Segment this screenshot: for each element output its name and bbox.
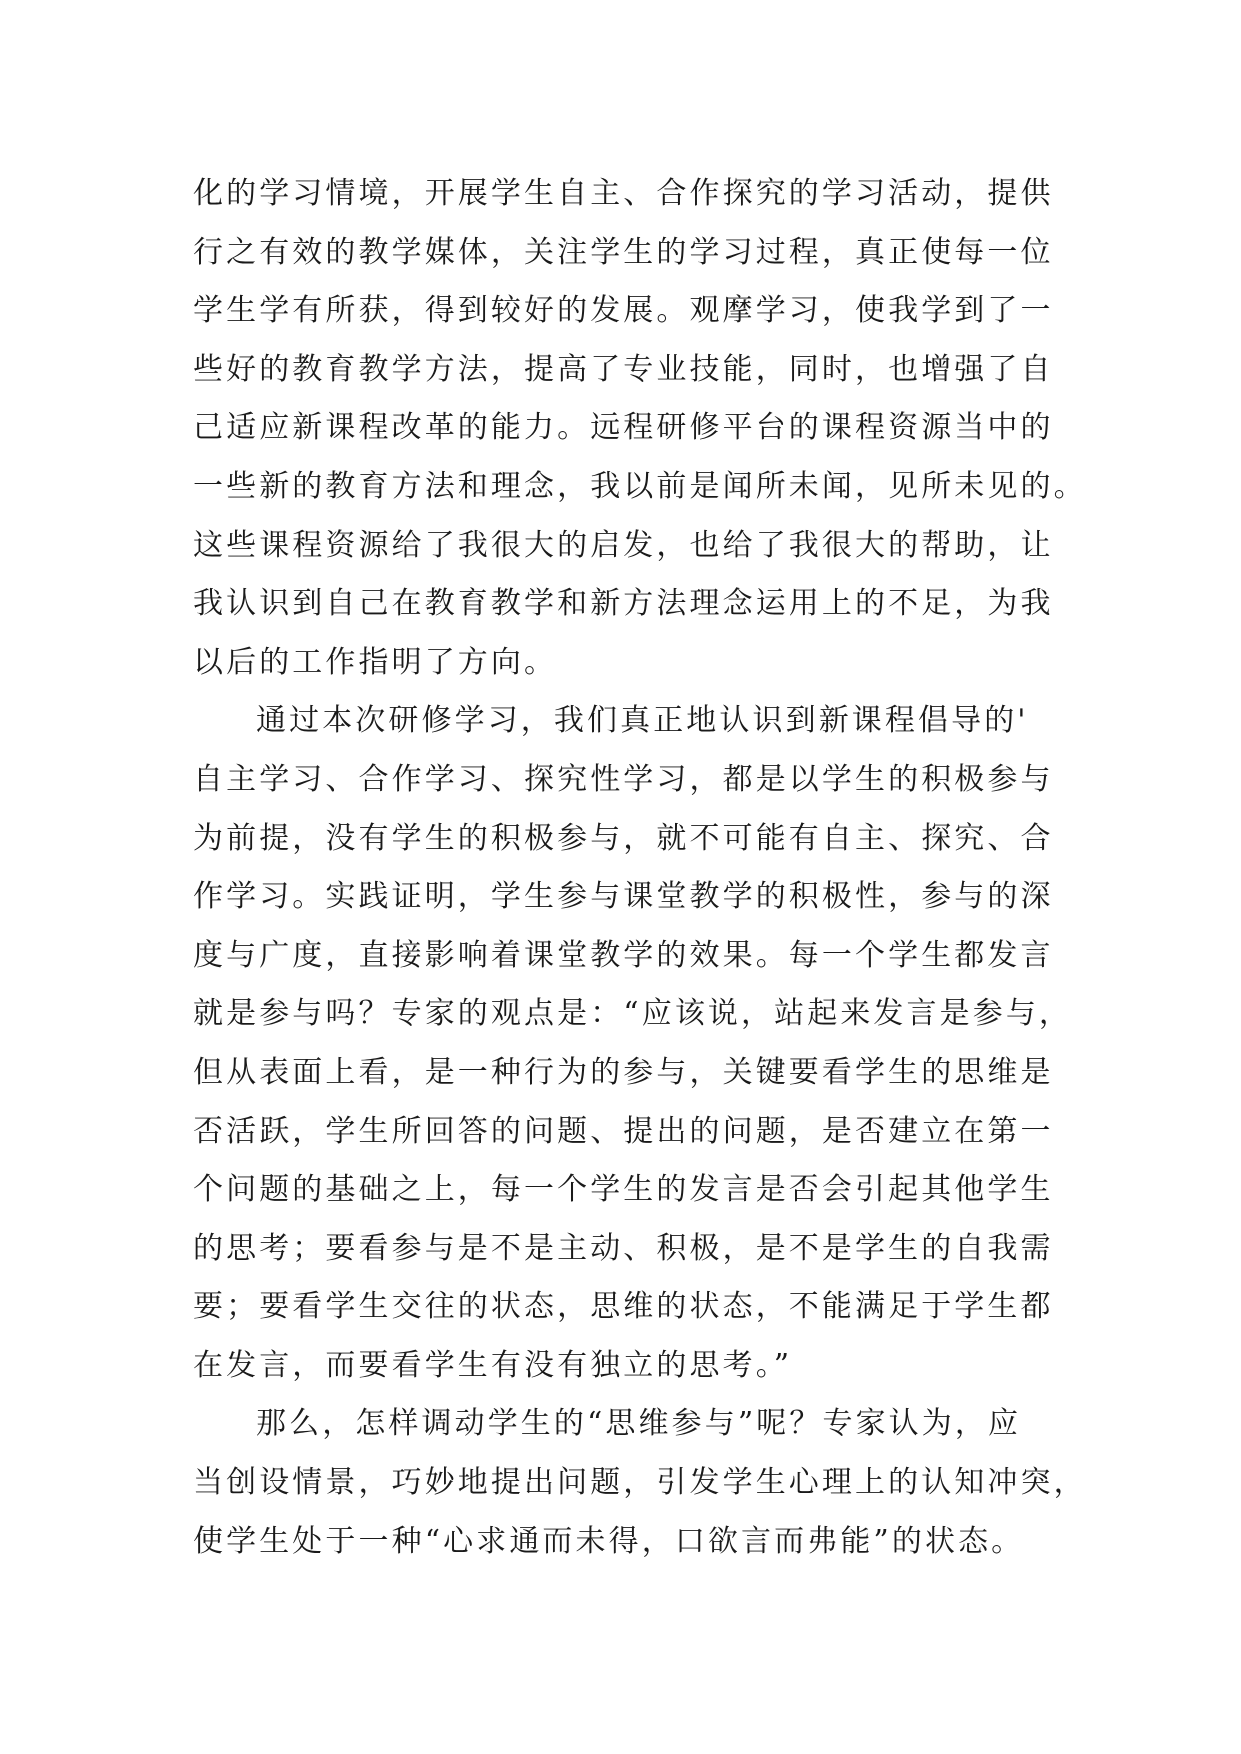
text-line-indented: 通过本次研修学习，我们真正地认识到新课程倡导的': [256, 703, 1029, 739]
text-line-indented: 那么，怎样调动学生的“思维参与”呢？专家认为，应: [256, 1406, 1022, 1442]
text-line: 度与广度，直接影响着课堂教学的效果。每一个学生都发言: [193, 937, 1054, 973]
text-line: 学生学有所获，得到较好的发展。观摩学习，使我学到了一: [193, 293, 1054, 329]
text-line: 当创设情景，巧妙地提出问题，引发学生心理上的认知冲突，: [193, 1465, 1087, 1501]
text-line: 使学生处于一种“心求通而未得，口欲言而弗能”的状态。: [193, 1523, 1025, 1559]
text-line: 以后的工作指明了方向。: [193, 644, 558, 680]
text-line: 些好的教育教学方法，提高了专业技能，同时，也增强了自: [193, 351, 1054, 387]
text-line: 自主学习、合作学习、探究性学习，都是以学生的积极参与: [193, 761, 1054, 797]
paragraph-3: [193, 1395, 1087, 1571]
text-line: 要；要看学生交往的状态，思维的状态，不能满足于学生都: [193, 1289, 1054, 1325]
text-line: 我认识到自己在教育教学和新方法理念运用上的不足，为我: [193, 586, 1054, 622]
text-line: 一些新的教育方法和理念，我以前是闻所未闻，见所未见的。: [193, 468, 1087, 504]
text-line: 为前提，没有学生的积极参与，就不可能有自主、探究、合: [193, 820, 1054, 856]
text-line: 己适应新课程改革的能力。远程研修平台的课程资源当中的: [193, 410, 1054, 446]
text-line: 的思考；要看参与是不是主动、积极，是不是学生的自我需: [193, 1230, 1054, 1266]
text-line: 行之有效的教学媒体，关注学生的学习过程，真正使每一位: [193, 234, 1054, 270]
paragraph-2: [193, 692, 1073, 1395]
paragraph-1: [193, 165, 1087, 692]
document-body: [193, 165, 1087, 1571]
text-line: 作学习。实践证明，学生参与课堂教学的积极性，参与的深: [193, 879, 1054, 915]
text-line: 这些课程资源给了我很大的启发，也给了我很大的帮助，让: [193, 527, 1054, 563]
text-line: 但从表面上看，是一种行为的参与，关键要看学生的思维是: [193, 1054, 1054, 1090]
text-line: 个问题的基础之上，每一个学生的发言是否会引起其他学生: [193, 1172, 1054, 1208]
text-line: 就是参与吗？专家的观点是：“应该说，站起来发言是参与，: [193, 996, 1073, 1032]
text-line: 化的学习情境，开展学生自主、合作探究的学习活动，提供: [193, 176, 1054, 211]
text-line: 否活跃，学生所回答的问题、提出的问题，是否建立在第一: [193, 1113, 1054, 1149]
text-line: 在发言，而要看学生有没有独立的思考。”: [193, 1347, 793, 1383]
